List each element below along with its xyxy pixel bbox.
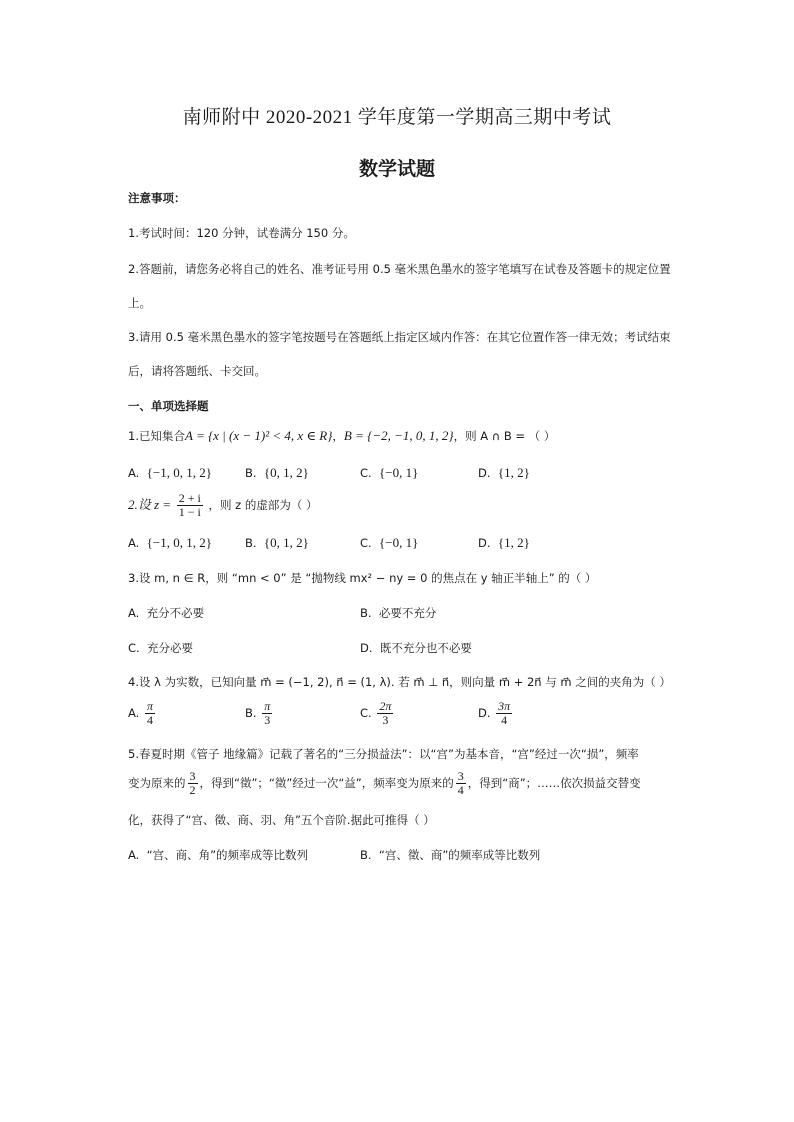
q2-lead: 2.设 z = — [128, 497, 172, 512]
page-title: 南师附中 2020-2021 学年度第一学期高三期中考试 — [182, 107, 612, 128]
note-item-3-line1: 3.请用 0.5 毫米黑色墨水的签字笔按题号在答题纸上指定区域内作答：在其它位置作答一律无效；考试结束 — [128, 330, 671, 344]
q2-option-a: A. {−1, 0, 1, 2} — [128, 535, 212, 550]
q2-option-c: C. {−0, 1} — [360, 535, 419, 550]
note-item-3-line2: 后，请将答题纸、卡交回。 — [128, 364, 266, 378]
q1-sep: ， — [332, 429, 344, 443]
q4-option-b: B. $\frac{\pi}{3}$ — [245, 699, 271, 727]
q2-option-d: D. {1, 2} — [478, 535, 530, 550]
q1-set-b: B = {−2, −1, 0, 1, 2} — [343, 428, 454, 443]
q1-option-d: D. {1, 2} — [478, 465, 530, 480]
notes-heading: 注意事项： — [128, 191, 186, 205]
page-subtitle: 数学试题 — [358, 158, 435, 180]
q3-option-d: D. 既不充分也不必要 — [360, 641, 472, 655]
q1-option-c: C. {−0, 1} — [360, 465, 419, 480]
note-item-1: 1.考试时间：120 分钟，试卷满分 150 分。 — [128, 226, 355, 240]
q4-option-d: D. $\frac{3\pi}{4}$ — [478, 699, 511, 727]
question-2 — [128, 492, 318, 519]
q4-option-c: C. $\frac{2\pi}{3}$ — [360, 699, 392, 727]
q4-option-a: A. $\frac{\pi}{4}$ — [128, 699, 153, 727]
q5-option-b: B. “宫、徵、商”的频率成等比数列 — [360, 848, 541, 862]
q1-option-b: B. {0, 1, 2} — [245, 465, 309, 480]
section-heading: 一、单项选择题 — [128, 399, 209, 413]
q3-option-c: C. 充分必要 — [128, 641, 193, 655]
question-5-line2: 变为原来的 $\frac{3}{2}$ ，得到“徵”；“徵”经过一次“益”，频率变为原来的 $\frac{3}{4}$ ，得到“商”；……依次损益交替变 — [128, 769, 641, 797]
note-item-2-line2: 上。 — [128, 296, 151, 310]
q2-fraction: $\frac{2 + i}{1 - i}$ — [178, 491, 201, 519]
note-item-2-line1: 2.答题前，请您务必将自己的姓名、准考证号用 0.5 毫米黑色墨水的签字笔填写在试卷及答题卡的规定位置 — [128, 262, 671, 276]
q2-option-b: B. {0, 1, 2} — [245, 535, 309, 550]
q3-option-b: B. 必要不充分 — [360, 606, 437, 620]
question-5-line3: 化，获得了“宫、徵、商、羽、角”五个音阶.据此可推得（ ） — [128, 813, 435, 827]
q2-tail: ，则 z 的虚部为（ ） — [208, 498, 318, 512]
q5-fraction-2: $\frac{3}{4}$ — [457, 769, 464, 797]
question-4: 4.设 λ 为实数，已知向量 m⃗ = (−1, 2), n⃗ = (1, λ). 若 m⃗ ⊥ n⃗，则向量 m⃗ + 2n⃗ 与 m⃗ 之间的夹角为（ ） — [128, 675, 671, 689]
question-1 — [128, 428, 555, 444]
question-5-line1: 5.春夏时期《管子 地缘篇》记载了著名的“三分损益法”：以“宫”为基本音，“宫”经过一次“损”，频率 — [128, 747, 639, 761]
q1-option-a: A. {−1, 0, 1, 2} — [128, 465, 212, 480]
q5-option-a: A. “宫、商、角”的频率成等比数列 — [128, 848, 309, 862]
q1-lead: 1.已知集合 — [128, 429, 185, 443]
q1-tail: ，则 A ∩ B = （ ） — [453, 429, 556, 443]
question-3: 3.设 m, n ∈ R，则 “mn < 0” 是 “抛物线 mx² − ny = 0 的焦点在 y 轴正半轴上” 的（ ） — [128, 571, 597, 585]
q1-set-a: A = {x | (x − 1)² < 4, x ∈ R} — [184, 428, 333, 443]
q5-fraction-1: $\frac{3}{2}$ — [189, 769, 196, 797]
q3-option-a: A. 充分不必要 — [128, 606, 205, 620]
